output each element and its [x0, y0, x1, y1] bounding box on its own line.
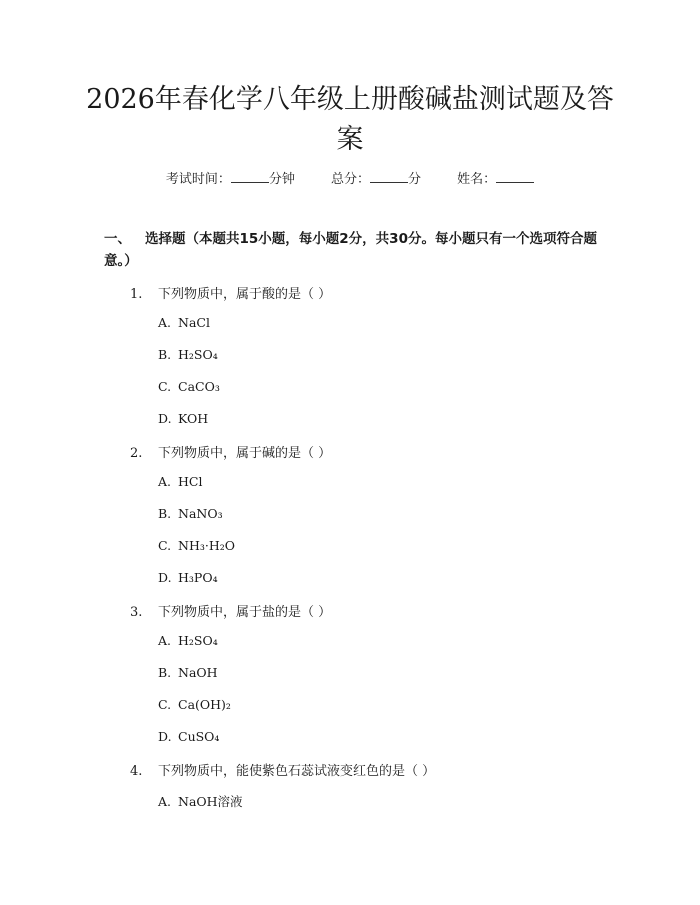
score-blank[interactable] [370, 171, 408, 183]
exam-name: 姓名： [457, 172, 534, 187]
question-2-option-c[interactable]: C. NH₃·H₂O [158, 538, 235, 553]
question-1-option-b[interactable]: B. H₂SO₄ [158, 347, 218, 362]
section-heading: 一、 选择题（本题共15小题，每小题2分，共30分。每小题只有一个选项符合题意。） [104, 231, 597, 269]
question-1: 1. 下列物质中，属于酸的是（ ） [130, 287, 332, 302]
title-line-1: 2026年春化学八年级上册酸碱盐测试题及答 [86, 84, 614, 115]
question-1-option-a[interactable]: A. NaCl [158, 315, 210, 330]
question-1-option-d[interactable]: D. KOH [158, 411, 209, 426]
question-3-option-a[interactable]: A. H₂SO₄ [158, 633, 218, 648]
question-2-option-a[interactable]: A. HCl [158, 474, 203, 489]
exam-meta [0, 168, 700, 187]
question-4-option-a[interactable]: A. NaOH溶液 [158, 794, 243, 809]
question-3-option-c[interactable]: C. Ca(OH)₂ [158, 697, 231, 712]
exam-time: 考试时间： 分钟 [165, 172, 295, 187]
question-4: 4. 下列物质中，能使紫色石蕊试液变红色的是（ ） [130, 764, 436, 779]
question-2-option-b[interactable]: B. NaNO₃ [158, 506, 223, 521]
question-2: 2. 下列物质中，属于碱的是（ ） [130, 446, 332, 461]
question-3-option-d[interactable]: D. CuSO₄ [158, 729, 220, 744]
document-title [0, 80, 700, 160]
question-3: 3. 下列物质中，属于盐的是（ ） [130, 605, 332, 620]
title-line-2: 案 [336, 124, 364, 155]
name-blank[interactable] [496, 171, 534, 183]
time-blank[interactable] [231, 171, 269, 183]
exam-score: 总分： 分 [330, 172, 422, 187]
question-2-option-d[interactable]: D. H₃PO₄ [158, 570, 218, 585]
question-1-option-c[interactable]: C. CaCO₃ [158, 379, 220, 394]
question-3-option-b[interactable]: B. NaOH [158, 665, 218, 680]
